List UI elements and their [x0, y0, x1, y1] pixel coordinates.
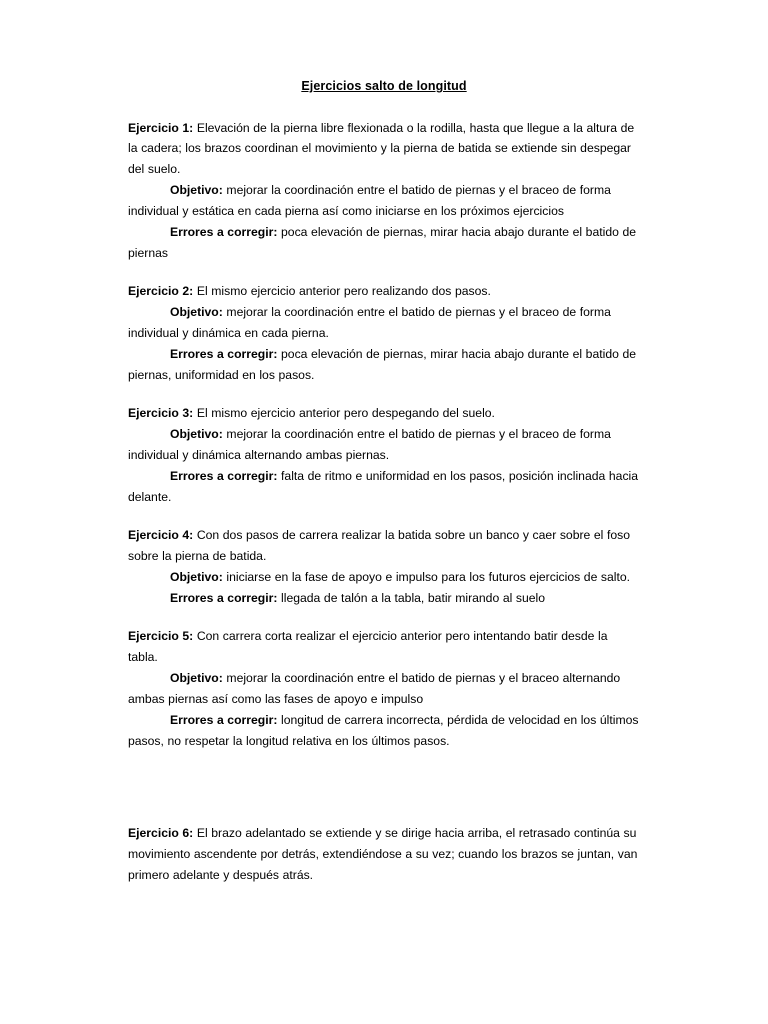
- objective-label-5: Objetivo:: [170, 671, 223, 686]
- errors-text-2: poca elevación de piernas, mirar hacia abajo durante el batido de piernas, uniformidad en los pasos.: [128, 347, 637, 383]
- exercise-heading-5: [128, 626, 640, 668]
- objective-text-4: iniciarse en la fase de apoyo e impulso para los futuros ejercicios de salto.: [222, 570, 631, 585]
- errors-text-4: llegada de talón a la tabla, batir mirando al suelo: [277, 591, 546, 606]
- objective-paragraph-5: [128, 668, 640, 710]
- exercise-block-6: [128, 823, 640, 886]
- exercise-label-3: Ejercicio 3:: [128, 406, 194, 421]
- objective-paragraph-4: [128, 567, 640, 588]
- exercise-label-4: Ejercicio 4:: [128, 528, 194, 543]
- errors-label-1: Errores a corregir:: [170, 225, 278, 240]
- exercise-text-6: El brazo adelantado se extiende y se dirige hacia arriba, el retrasado continúa su movimiento ascendente por detrás, extendiéndose a su vez; cuando los brazos se juntan, van primero adelante y después atrás.: [128, 826, 638, 883]
- objective-paragraph-1: [128, 180, 640, 222]
- objective-label-2: Objetivo:: [170, 305, 223, 320]
- exercise-text-4: Con dos pasos de carrera realizar la batida sobre un banco y caer sobre el foso sobre la pierna de batida.: [128, 528, 631, 564]
- section-gap: [128, 769, 640, 823]
- exercise-block-4: [128, 525, 640, 609]
- errors-text-5: longitud de carrera incorrecta, pérdida de velocidad en los últimos pasos, no respetar la longitud relativa en los últimos pasos.: [128, 713, 639, 749]
- errors-label-2: Errores a corregir:: [170, 347, 278, 362]
- objective-paragraph-2: [128, 302, 640, 344]
- errors-paragraph-2: [128, 344, 640, 386]
- errors-paragraph-3: [128, 466, 640, 508]
- objective-label-4: Objetivo:: [170, 570, 223, 585]
- exercise-text-5: Con carrera corta realizar el ejercicio anterior pero intentando batir desde la tabla.: [128, 629, 608, 665]
- exercise-text-1: Elevación de la pierna libre flexionada o la rodilla, hasta que llegue a la altura de la cadera; los brazos coordinan el movimiento y la pierna de batida se extiende sin despegar del suelo.: [128, 120, 635, 177]
- exercise-label-6: Ejercicio 6:: [128, 826, 194, 841]
- exercise-text-2: El mismo ejercicio anterior pero realizando dos pasos.: [193, 284, 491, 299]
- objective-paragraph-3: [128, 424, 640, 466]
- exercise-heading-2: [128, 281, 640, 302]
- errors-paragraph-4: [128, 588, 640, 609]
- exercise-heading-3: [128, 403, 640, 424]
- objective-text-1: mejorar la coordinación entre el batido de piernas y el braceo de forma individual y estática en cada pierna así como iniciarse en los próximos ejercicios: [128, 183, 611, 219]
- exercise-block-5: [128, 626, 640, 752]
- exercise-block-2: [128, 281, 640, 386]
- exercise-text-3: El mismo ejercicio anterior pero despegando del suelo.: [193, 406, 495, 421]
- page-title: Ejercicios salto de longitud: [301, 79, 467, 93]
- exercise-label-2: Ejercicio 2:: [128, 284, 194, 299]
- exercise-heading-6: [128, 823, 640, 886]
- exercise-label-5: Ejercicio 5:: [128, 629, 194, 644]
- exercise-heading-1: [128, 118, 640, 181]
- objective-text-5: mejorar la coordinación entre el batido de piernas y el braceo alternando ambas piernas así como las fases de apoyo e impulso: [128, 671, 621, 707]
- errors-text-1: poca elevación de piernas, mirar hacia abajo durante el batido de piernas: [128, 225, 637, 261]
- objective-text-2: mejorar la coordinación entre el batido de piernas y el braceo de forma individual y dinámica en cada pierna.: [128, 305, 611, 341]
- errors-text-3: falta de ritmo e uniformidad en los pasos, posición inclinada hacia delante.: [128, 469, 639, 505]
- objective-label-1: Objetivo:: [170, 183, 223, 198]
- exercise-block-1: [128, 118, 640, 265]
- objective-text-3: mejorar la coordinación entre el batido de piernas y el braceo de forma individual y dinámica alternando ambas piernas.: [128, 427, 611, 463]
- exercise-heading-4: [128, 525, 640, 567]
- errors-label-3: Errores a corregir:: [170, 469, 278, 484]
- errors-label-4: Errores a corregir:: [170, 591, 278, 606]
- errors-paragraph-1: [128, 222, 640, 264]
- exercise-block-3: [128, 403, 640, 508]
- errors-paragraph-5: [128, 710, 640, 752]
- exercise-label-1: Ejercicio 1:: [128, 120, 194, 135]
- errors-label-5: Errores a corregir:: [170, 713, 278, 728]
- objective-label-3: Objetivo:: [170, 427, 223, 442]
